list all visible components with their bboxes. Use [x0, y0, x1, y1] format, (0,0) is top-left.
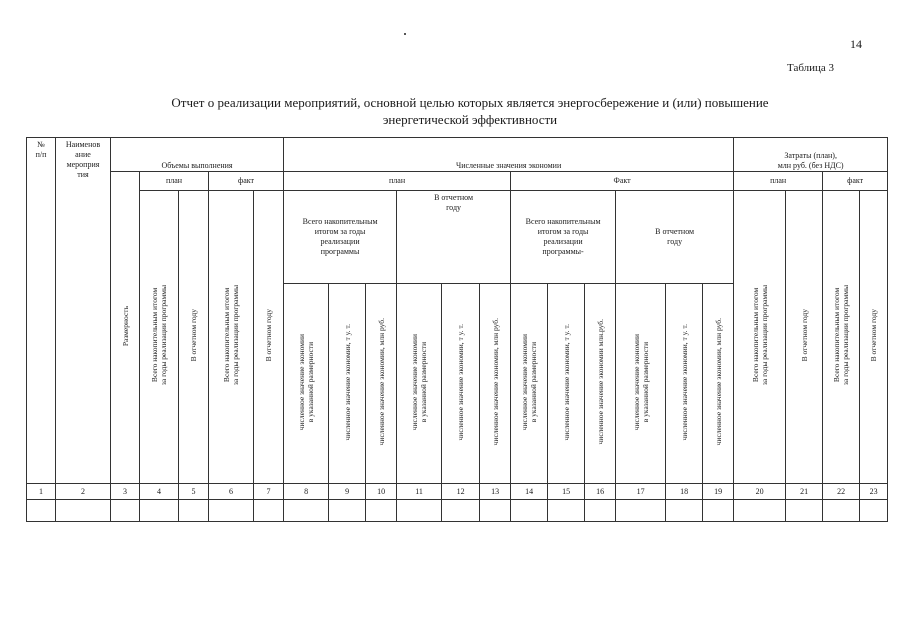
header-col-9: численное значение экономии, т у. т. [329, 284, 366, 484]
col-number: 4 [140, 484, 179, 500]
col-number: 12 [442, 484, 480, 500]
header-col-14: численное значение экономии в указанной размерности [511, 284, 548, 484]
empty-cell [703, 500, 734, 522]
header-volumes: Объемы выполнения [111, 138, 284, 172]
col-number: 11 [397, 484, 442, 500]
col-number: 9 [329, 484, 366, 500]
header-col-16: численное значение экономии млн.руб. [585, 284, 616, 484]
empty-cell [111, 500, 140, 522]
col-number: 17 [616, 484, 666, 500]
col-number: 15 [548, 484, 585, 500]
column-numbers-row [27, 484, 888, 500]
header-cost-plan-cum: Всего накопительным итогом за годы реализации программы [734, 191, 786, 484]
header-col-10: численное значение экономии, млн руб. [366, 284, 397, 484]
empty-cell [329, 500, 366, 522]
header-vol-fact-year: В отчетном году [254, 191, 284, 484]
header-volumes-fact: факт [209, 172, 284, 191]
col-number: 23 [860, 484, 888, 500]
header-savings-fact: Факт [511, 172, 734, 191]
header-vol-plan-year: В отчетном году [179, 191, 209, 484]
header-col-12: численное значение экономии, т у. т. [442, 284, 480, 484]
col-number: 19 [703, 484, 734, 500]
header-cost-fact-year: В отчетном году [860, 191, 888, 484]
header-col-8: численное значение экономии в указанной размерности [284, 284, 329, 484]
empty-cell [254, 500, 284, 522]
col-number: 1 [27, 484, 56, 500]
col-number: 22 [823, 484, 860, 500]
header-savings: Численные значения экономии [284, 138, 734, 172]
header-costs: Затраты (план), млн руб. (без НДС) [734, 138, 888, 172]
col-number: 10 [366, 484, 397, 500]
empty-cell [548, 500, 585, 522]
header-cost-plan-year: В отчетном году [786, 191, 823, 484]
header-vol-fact-cum: Всего накопительным итогом за годы реализации программы [209, 191, 254, 484]
empty-cell [511, 500, 548, 522]
header-num: № п/п [27, 138, 56, 484]
empty-cell [786, 500, 823, 522]
header-col-19: численное значение экономии, млн руб. [703, 284, 734, 484]
empty-cell [734, 500, 786, 522]
empty-cell [585, 500, 616, 522]
header-sav-plan-cum: Всего накопительным итогом за годы реализации программы [284, 191, 397, 284]
header-savings-plan: план [284, 172, 511, 191]
header-vol-plan-cum: Всего накопительным итогом за годы реализации программы [140, 191, 179, 484]
header-col-11: численное значение экономии в указанной размерности [397, 284, 442, 484]
header-sav-fact-year: В отчетном году [616, 191, 734, 284]
empty-cell [366, 500, 397, 522]
empty-cell [27, 500, 56, 522]
header-name: Наименов ание мероприя тия [56, 138, 111, 484]
page-number: 14 [850, 37, 862, 51]
empty-cell [823, 500, 860, 522]
empty-cell [397, 500, 442, 522]
header-sav-fact-cum: Всего накопительным итогом за годы реализации программы- [511, 191, 616, 284]
col-number: 18 [666, 484, 703, 500]
document-title [120, 94, 820, 128]
col-number: 5 [179, 484, 209, 500]
scan-speck [404, 33, 406, 35]
empty-cell [284, 500, 329, 522]
empty-cell [209, 500, 254, 522]
report-table [26, 137, 888, 522]
header-col-17: численное значение экономии в указанной размерности [616, 284, 666, 484]
empty-cell [442, 500, 480, 522]
table-label: Таблица 3 [787, 62, 835, 74]
col-number: 8 [284, 484, 329, 500]
header-cost-fact-cum: Всего накопительным итогом за годы реализации программы [823, 191, 860, 484]
col-number: 21 [786, 484, 823, 500]
col-number: 7 [254, 484, 284, 500]
col-number: 3 [111, 484, 140, 500]
empty-cell [480, 500, 511, 522]
col-number: 2 [56, 484, 111, 500]
empty-cell [56, 500, 111, 522]
header-costs-fact: факт [823, 172, 888, 191]
col-number: 13 [480, 484, 511, 500]
col-number: 14 [511, 484, 548, 500]
empty-cell [179, 500, 209, 522]
empty-data-row [27, 500, 888, 522]
header-col-13: численное значение экономии, млн руб. [480, 284, 511, 484]
empty-cell [666, 500, 703, 522]
col-number: 20 [734, 484, 786, 500]
header-volumes-plan: план [140, 172, 209, 191]
title-line-1: Отчет о реализации мероприятий, основной целью которых является энергосбережение и (или) повышение [171, 95, 769, 110]
empty-cell [140, 500, 179, 522]
empty-cell [616, 500, 666, 522]
title-line-2: энергетической эффективности [382, 112, 558, 127]
header-dimension: Размерность [111, 172, 140, 484]
header-col-15: численное значение экономии, т у. т. [548, 284, 585, 484]
col-number: 6 [209, 484, 254, 500]
header-sav-plan-year: В отчетном году [397, 191, 511, 284]
empty-cell [860, 500, 888, 522]
col-number: 16 [585, 484, 616, 500]
header-costs-plan: план [734, 172, 823, 191]
header-col-18: численное значение экономии, т у. т. [666, 284, 703, 484]
